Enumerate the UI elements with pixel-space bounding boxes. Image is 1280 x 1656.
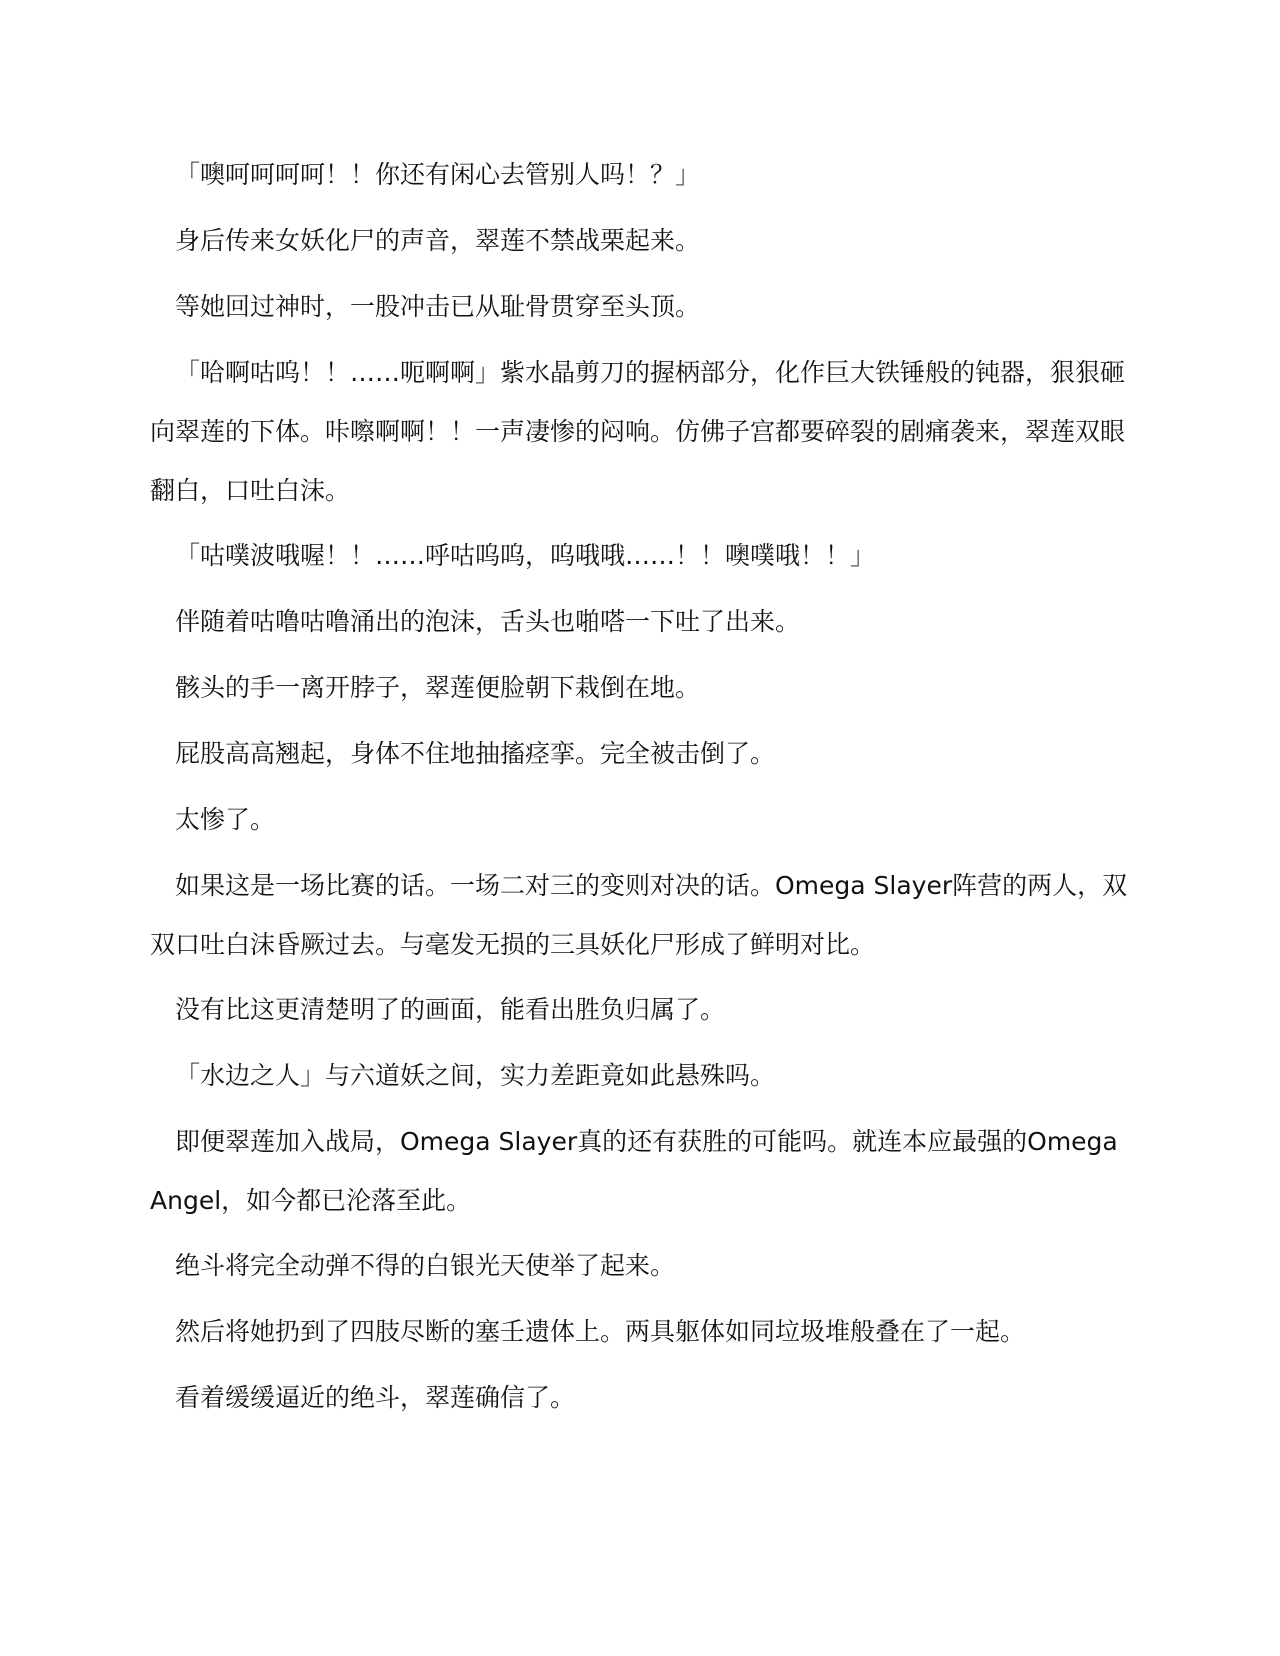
paragraph: 伴随着咕噜咕噜涌出的泡沫，舌头也啪嗒一下吐了出来。 [175,607,801,636]
paragraph: 等她回过神时，一股冲击已从耻骨贯穿至头顶。 [175,292,701,321]
document-page [150,145,1130,1434]
paragraph: 「水边之人」与六道妖之间，实力差距竟如此悬殊吗。 [175,1061,776,1090]
paragraph: 屁股高高翘起，身体不住地抽搐痉挛。完全被击倒了。 [175,739,776,768]
paragraph: 如果这是一场比赛的话。一场二对三的变则对决的话。Omega Slayer阵营的两人，双双口吐白沫昏厥过去。与毫发无损的三具妖化尸形成了鲜明对比。 [150,871,1128,959]
paragraph: 身后传来女妖化尸的声音，翠莲不禁战栗起来。 [175,226,701,255]
paragraph: 没有比这更清楚明了的画面，能看出胜负归属了。 [175,995,726,1024]
paragraph: 绝斗将完全动弹不得的白银光天使举了起来。 [175,1251,676,1280]
paragraph: 看着缓缓逼近的绝斗，翠莲确信了。 [175,1383,576,1412]
paragraph: 然后将她扔到了四肢尽断的塞壬遗体上。两具躯体如同垃圾堆般叠在了一起。 [175,1317,1026,1346]
paragraph: 「咕噗波哦喔！！……呼咕呜呜，呜哦哦……！！噢噗哦！！」 [175,541,876,570]
paragraph: 太惨了。 [175,805,276,834]
paragraph: 「哈啊咕呜！！……呃啊啊」紫水晶剪刀的握柄部分，化作巨大铁锤般的钝器，狠狠砸向翠莲的下体。咔嚓啊啊！！一声凄惨的闷响。仿佛子宫都要碎裂的剧痛袭来，翠莲双眼翻白，口吐白沫。 [150,358,1126,505]
paragraph: 「噢呵呵呵呵！！你还有闲心去管别人吗！？」 [175,160,701,189]
paragraph: 即便翠莲加入战局，Omega Slayer真的还有获胜的可能吗。就连本应最强的Omega Angel，如今都已沦落至此。 [150,1127,1118,1215]
paragraph: 骸头的手一离开脖子，翠莲便脸朝下栽倒在地。 [175,673,701,702]
